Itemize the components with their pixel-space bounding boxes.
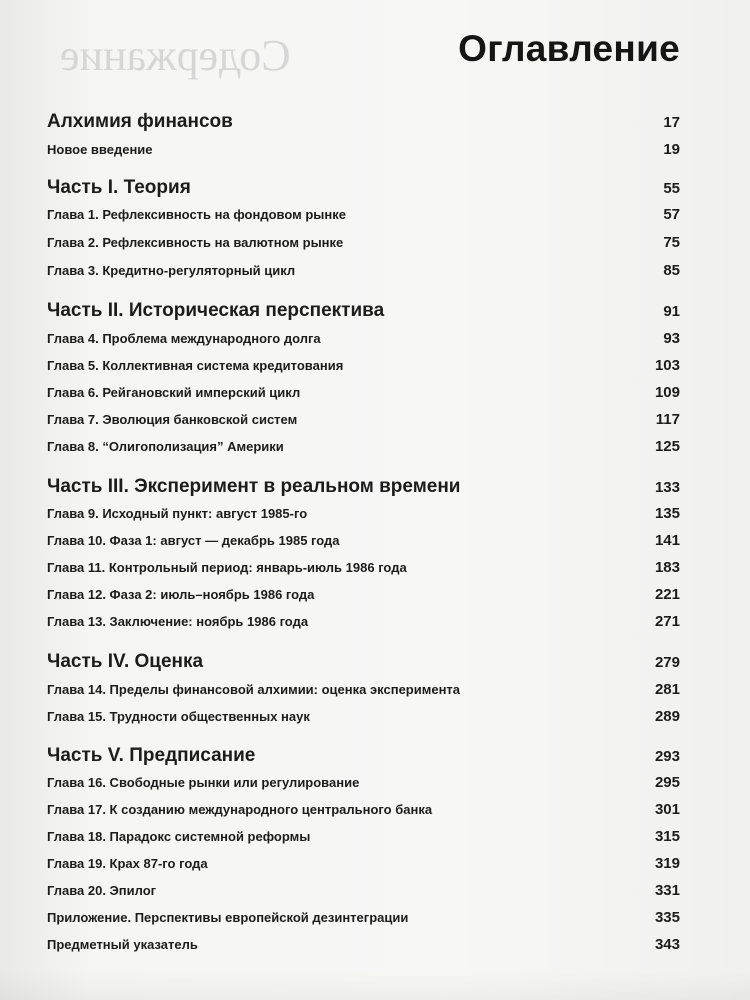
toc-entry-page: 17 <box>663 114 680 131</box>
toc-entry-title: Глава 18. Парадокс системной реформы <box>47 829 311 844</box>
toc-entry-page: 335 <box>654 909 680 926</box>
toc-entry-page: 293 <box>654 748 680 765</box>
toc-entry-title: Часть II. Историческая перспектива <box>47 300 385 321</box>
toc-entry-title: Глава 3. Кредитно-регуляторный цикл <box>47 263 296 278</box>
toc-entry <box>47 708 680 725</box>
toc-entry-title: Часть IV. Оценка <box>47 651 204 672</box>
toc-entry-page: 57 <box>663 206 680 223</box>
toc-entry-page: 117 <box>655 411 680 428</box>
toc-entry-title: Глава 10. Фаза 1: август — декабрь 1985 года <box>47 533 340 548</box>
toc-entry-page: 271 <box>654 613 680 630</box>
toc-entry-page: 141 <box>654 532 680 549</box>
toc-entry-title: Глава 19. Крах 87-го года <box>47 856 208 871</box>
toc-entry-title: Часть V. Предписание <box>47 745 256 766</box>
toc-entry-title: Глава 2. Рефлексивность на валютном рынке <box>47 235 344 250</box>
toc-entry <box>47 177 680 199</box>
toc-entry-title: Глава 8. “Олигополизация” Америки <box>47 439 284 454</box>
toc-entry-page: 75 <box>663 234 680 251</box>
toc-entry <box>47 745 680 767</box>
toc-entry <box>47 111 680 133</box>
toc-entry-title: Глава 15. Трудности общественных наук <box>47 709 310 724</box>
toc-entry-title: Глава 4. Проблема международного долга <box>47 331 321 346</box>
toc-entry <box>47 909 680 926</box>
toc-entry <box>47 438 680 455</box>
toc-entry <box>47 774 680 791</box>
toc-entry-page: 289 <box>654 708 680 725</box>
toc-entry-page: 343 <box>654 936 680 953</box>
toc-entry-title: Глава 5. Коллективная система кредитования <box>47 358 344 373</box>
toc-entry <box>47 411 680 428</box>
toc-entry-page: 133 <box>654 479 680 496</box>
toc-entry <box>47 651 680 673</box>
toc-entry-title: Глава 20. Эпилог <box>47 883 157 898</box>
toc-entry-page: 103 <box>654 357 680 374</box>
page-shadow <box>0 970 750 1000</box>
toc-entry-page: 85 <box>663 262 680 279</box>
toc-entry-title: Глава 13. Заключение: ноябрь 1986 года <box>47 614 309 629</box>
toc-entry-page: 125 <box>654 438 680 455</box>
toc-entry-title: Часть III. Эксперимент в реальном времени <box>47 476 461 497</box>
toc-entry-page: 319 <box>654 855 680 872</box>
toc-entry-page: 93 <box>663 330 680 347</box>
toc-entry-title: Глава 1. Рефлексивность на фондовом рынке <box>47 207 346 222</box>
toc-entry <box>47 559 680 576</box>
toc-entry <box>47 855 680 872</box>
toc-entry <box>47 384 680 401</box>
toc-entry-page: 301 <box>654 801 680 818</box>
toc-entry-title: Глава 14. Пределы финансовой алхимии: оценка эксперимента <box>47 682 461 697</box>
toc-entry-page: 55 <box>663 180 680 197</box>
toc-entry <box>47 882 680 899</box>
toc-entry <box>47 936 680 953</box>
toc-entry-page: 135 <box>654 505 680 522</box>
toc-entry-page: 315 <box>654 828 680 845</box>
toc-entry-title: Глава 11. Контрольный период: январь-июль 1986 года <box>47 560 407 575</box>
toc-entry <box>47 532 680 549</box>
toc-entry-page: 295 <box>654 774 680 791</box>
toc-entry-title: Приложение. Перспективы европейской дезинтеграции <box>47 910 409 925</box>
toc-entry-page: 19 <box>663 141 680 158</box>
toc-entry-title: Глава 16. Свободные рынки или регулирование <box>47 775 360 790</box>
toc-entry-title: Предметный указатель <box>47 937 198 952</box>
toc-entry <box>47 234 680 251</box>
toc-entry-title: Глава 12. Фаза 2: июль–ноябрь 1986 года <box>47 587 315 602</box>
toc-entry <box>47 300 680 322</box>
toc-entry <box>47 357 680 374</box>
toc-entry-page: 331 <box>654 882 680 899</box>
toc-entry <box>47 505 680 522</box>
toc-entry <box>47 262 680 279</box>
toc-entry-page: 109 <box>654 384 680 401</box>
toc-entry-page: 91 <box>663 303 680 320</box>
toc-entry-title: Новое введение <box>47 142 153 157</box>
toc-entry <box>47 613 680 630</box>
page-title: Оглавление <box>458 28 680 69</box>
bleed-through-title: Содержание <box>60 31 291 80</box>
toc-entry <box>47 586 680 603</box>
toc-entry-title: Алхимия финансов <box>47 111 233 132</box>
toc-entry <box>47 141 680 158</box>
toc-entry-page: 281 <box>654 681 680 698</box>
toc-entry <box>47 476 680 498</box>
toc-entry <box>47 681 680 698</box>
toc-entry-title: Глава 6. Рейгановский имперский цикл <box>47 385 301 400</box>
toc-entry-title: Часть I. Теория <box>47 177 191 198</box>
toc-entry-title: Глава 17. К созданию международного центрального банка <box>47 802 433 817</box>
toc-entry-title: Глава 7. Эволюция банковской систем <box>47 412 298 427</box>
toc-entry-page: 279 <box>654 654 680 671</box>
toc-entry-page: 221 <box>654 586 680 603</box>
toc-entry-page: 183 <box>654 559 680 576</box>
toc-entry <box>47 206 680 223</box>
toc-entry-title: Глава 9. Исходный пункт: август 1985-го <box>47 506 308 521</box>
toc-entry <box>47 330 680 347</box>
toc-entry <box>47 828 680 845</box>
toc-entry <box>47 801 680 818</box>
